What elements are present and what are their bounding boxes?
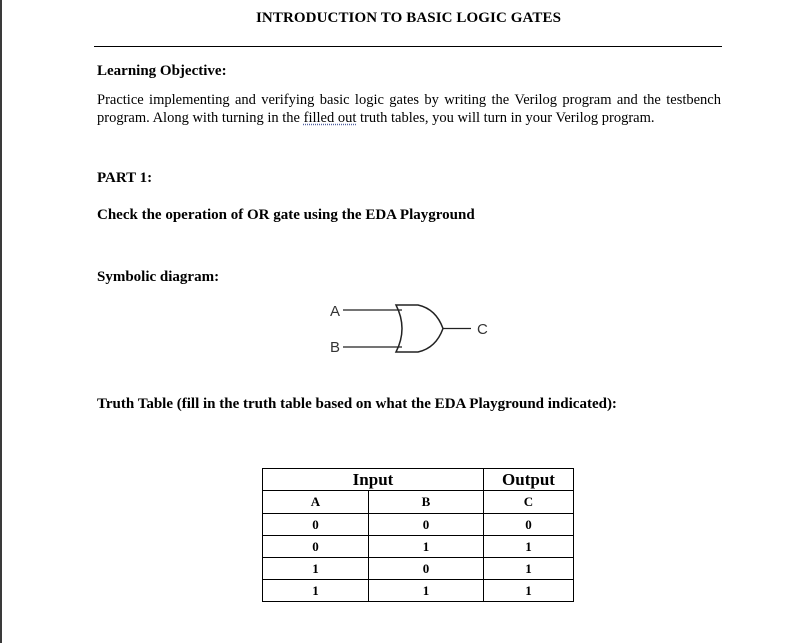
page-left-edge: [0, 0, 2, 643]
table-cell: 1: [369, 580, 484, 602]
objective-text-end: truth tables, you will turn in your Verilog program.: [356, 110, 655, 126]
objective-text-underlined: filled out: [303, 110, 357, 126]
or-gate-diagram: [326, 298, 506, 358]
objective-text-start: Practice implementing and verifying basic logic gates by writing the Verilog program and the testbench program. Along with turning in the: [97, 92, 721, 126]
column-header-b: B: [369, 491, 484, 514]
table-row: [263, 558, 574, 580]
input-group-header: Input: [263, 469, 484, 491]
table-row: [263, 536, 574, 558]
column-header-c: C: [484, 491, 574, 514]
table-cell: 1: [369, 536, 484, 558]
truth-table: [262, 468, 574, 602]
table-cell: 1: [484, 558, 574, 580]
column-header-a: A: [263, 491, 369, 514]
table-row: [263, 580, 574, 602]
part-heading: PART 1:: [97, 170, 153, 186]
or-gate-body: [396, 305, 443, 352]
gate-input-b-label: B: [330, 339, 341, 356]
task-heading: Check the operation of OR gate using the EDA Playground: [97, 207, 475, 223]
table-cell: 0: [369, 514, 484, 536]
table-cell: 0: [484, 514, 574, 536]
truth-table-group-row: [263, 469, 574, 491]
table-cell: 1: [484, 536, 574, 558]
table-cell: 0: [369, 558, 484, 580]
truth-table-heading: Truth Table (fill in the truth table based on what the EDA Playground indicated):: [97, 396, 617, 412]
document-title: INTRODUCTION TO BASIC LOGIC GATES: [255, 10, 562, 26]
title-divider: [94, 46, 722, 47]
gate-output-label: C: [477, 321, 488, 338]
learning-objective-text: [97, 91, 721, 127]
or-gate-icon: [326, 298, 506, 358]
table-cell: 1: [263, 558, 369, 580]
output-group-header: Output: [484, 469, 574, 491]
table-cell: 0: [263, 536, 369, 558]
table-cell: 1: [484, 580, 574, 602]
table-row: [263, 514, 574, 536]
truth-table-column-row: [263, 491, 574, 514]
learning-objective-heading: Learning Objective:: [97, 63, 227, 79]
symbolic-diagram-heading: Symbolic diagram:: [97, 269, 220, 285]
gate-input-a-label: A: [330, 303, 341, 320]
table-cell: 1: [263, 580, 369, 602]
table-cell: 0: [263, 514, 369, 536]
